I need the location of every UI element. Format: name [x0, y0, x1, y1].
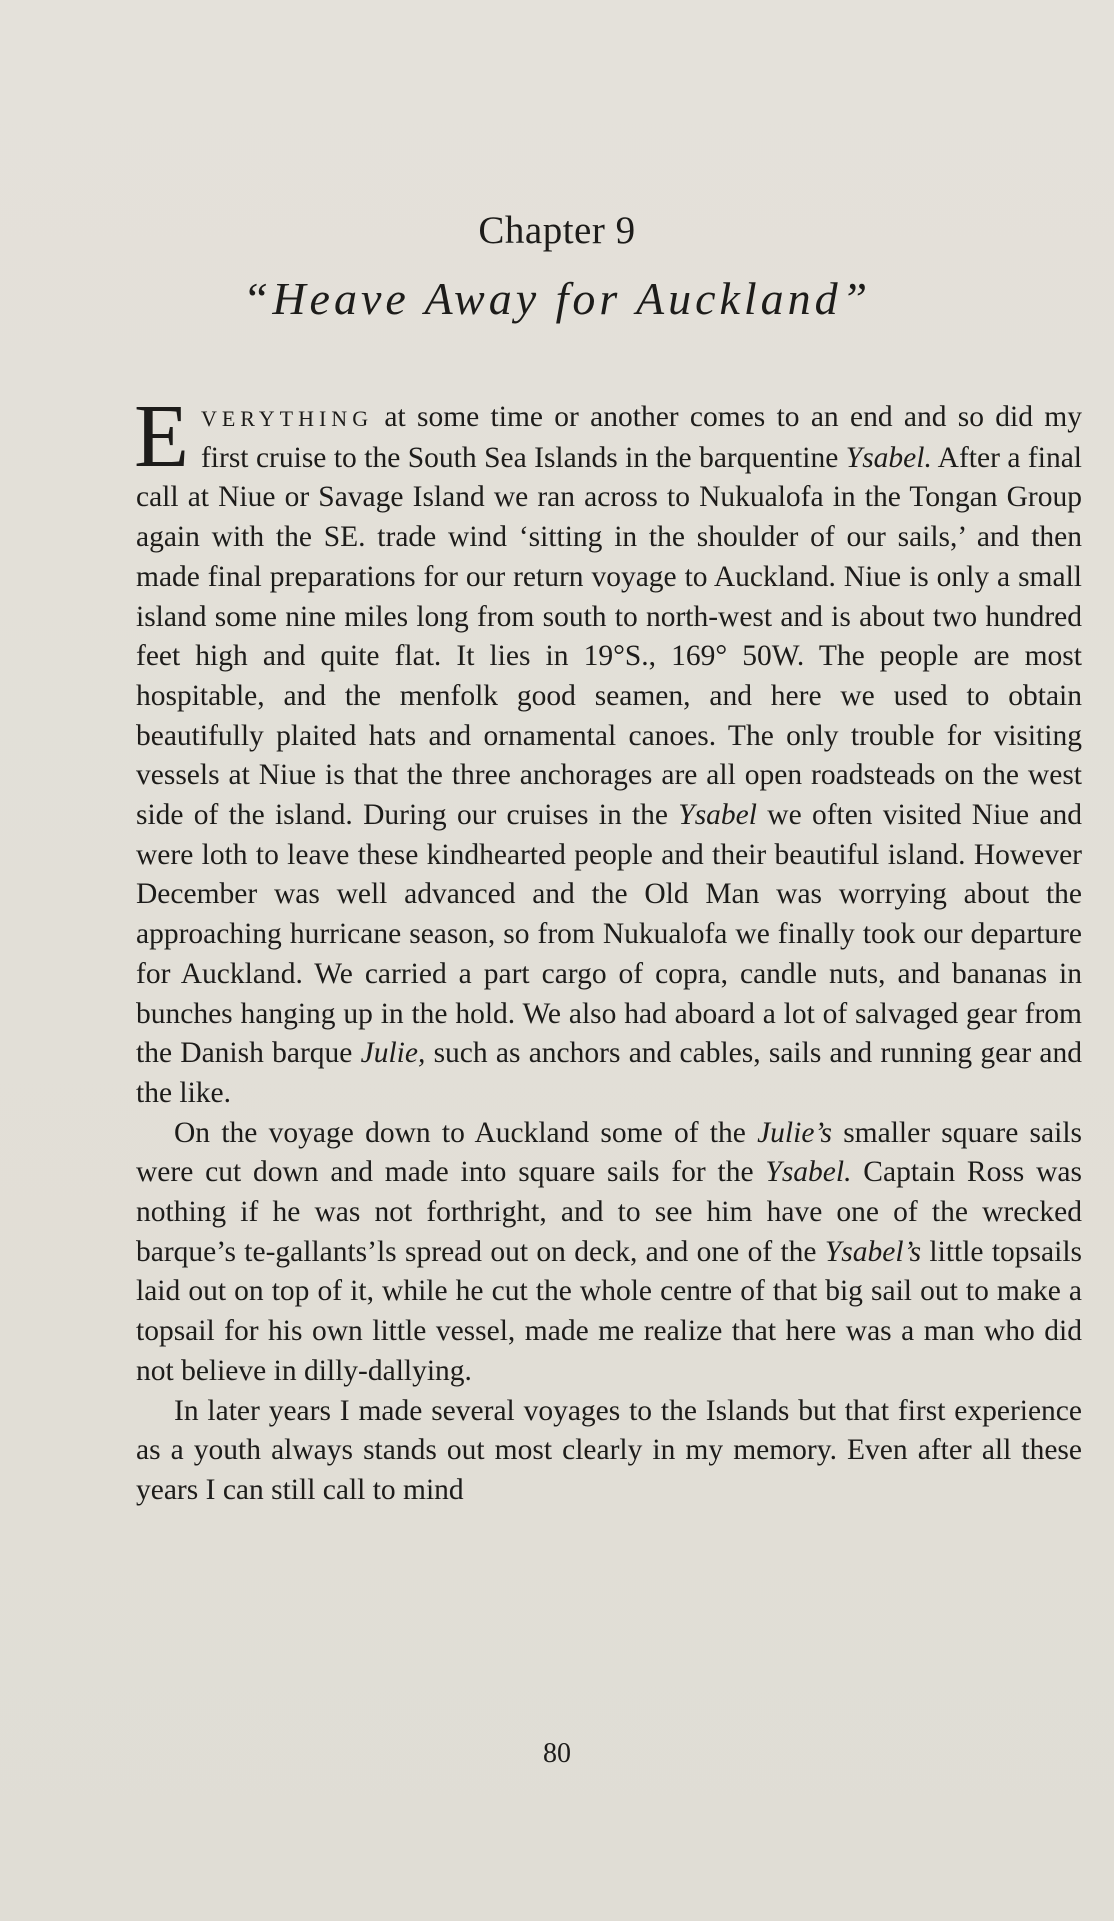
- small-caps-opening: VERYTHING: [200, 406, 374, 431]
- text-run: we often visited Niue and were loth to leave these kindhearted people and their beautiful island. However December was well advanced and the Old Man was worrying about the approaching hurricane season, so from Nukualofa we finally took our departure for Auckland. We carried a part cargo of copra, candle nuts, and bananas in bunches hanging up in the hold. We also had aboard a lot of salvaged gear from the Danish barque: [136, 799, 1082, 1070]
- ship-name: Ysabel: [678, 799, 757, 832]
- text-run: such as anchors and cables, sails and running gear and the like.: [136, 1037, 1082, 1109]
- ship-name: Ysabel.: [845, 441, 932, 474]
- paragraph-3: [136, 1392, 1082, 1511]
- paragraph-1: [134, 387, 1082, 1114]
- chapter-number: Chapter 9: [478, 209, 636, 252]
- text-run: smaller square sails were cut down and made into square sails for the: [136, 1116, 1082, 1189]
- ship-name: Ysabel’s: [824, 1235, 922, 1268]
- ship-name: Julie,: [360, 1037, 426, 1070]
- ship-name: Ysabel.: [765, 1156, 852, 1189]
- text-run: at some time or another comes to an end and so did my first cruise to the South Sea Islands in the barquentine: [200, 401, 1082, 474]
- text-run: After a final call at Niue or Savage Island we ran across to Nukualofa in the Tongan Group again with the SE. trade wind ‘sitting in the shoulder of our sails,’ and then made final preparations for our return voyage to Auckland. Niue is only a small island some nine miles long from south to north-west and is about two hundred feet high and quite flat. It lies in 19°S., 169° 50W. The people are most hospitable, and the menfolk good seamen, and here we used to obtain beautifully plaited hats and ornamental canoes. The only trouble for visiting vessels at Niue is that the three anchorages are all open roadsteads on the west side of the island. During our cruises in the: [136, 441, 1082, 832]
- chapter-title: “Heave Away for Auckland”: [242, 273, 872, 324]
- page-number: 80: [543, 1738, 571, 1769]
- text-run: Captain Ross was nothing if he was not forthright, and to see him have one of the wrecked barque’s te-gallants’ls spread out on deck, and one of the: [136, 1156, 1082, 1268]
- ship-name: Julie’s: [757, 1116, 832, 1149]
- drop-cap: E: [134, 387, 189, 486]
- text-run: In later years I made several voyages to the Islands but that first experience as a youth always stands out most clearly in my memory. Even after all these years I can still call to mind: [136, 1394, 1082, 1506]
- paragraph-2: [136, 1114, 1082, 1392]
- body-text: [134, 387, 1082, 1511]
- text-run: On the voyage down to Auckland some of the: [174, 1116, 758, 1149]
- text-run: little topsails laid out on top of it, while he cut the whole centre of that big sail out to make a topsail for his own little vessel, made me realize that here was a man who did not believe in dilly-dallying.: [136, 1235, 1082, 1387]
